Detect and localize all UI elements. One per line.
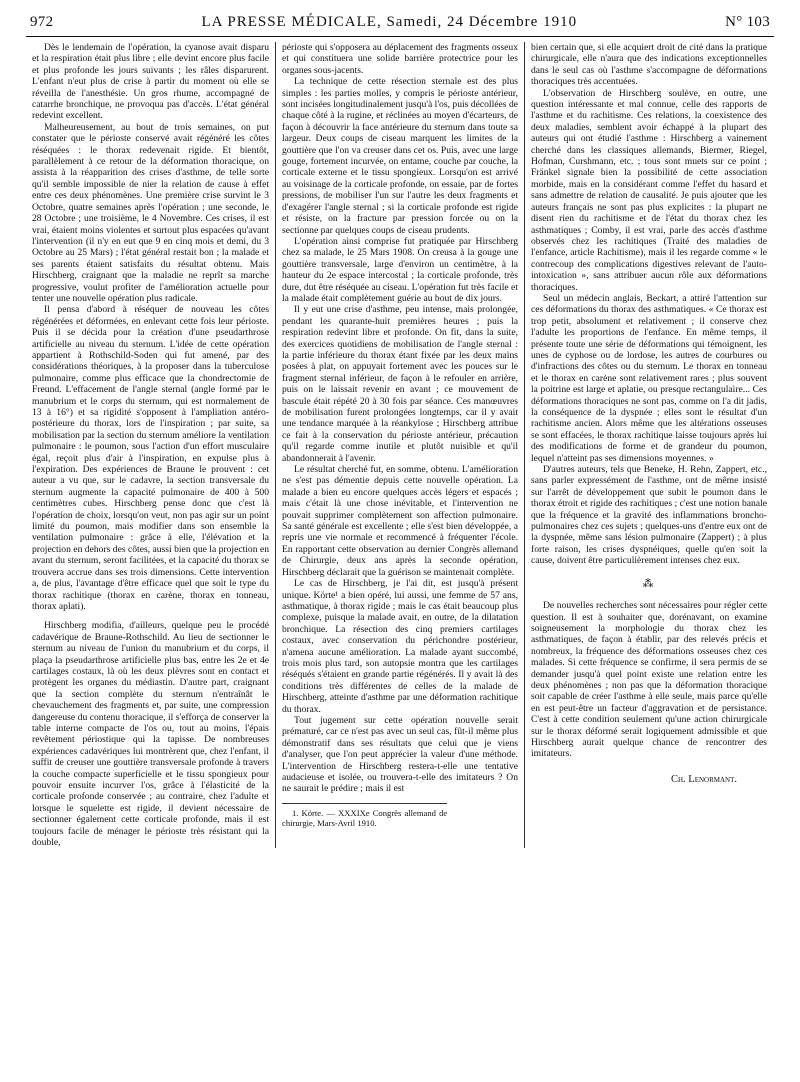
paragraph: De nouvelles recherches sont nécessaires pour régler cette question. Il est à souhaiter que, dorénavant, on examine soigneusement la morphologie du thorax chez les asthmatiques, de façon à établir, par des relevés précis et nombreux, la fréquence des déformations osseuses chez ces malades. Si cette fréquence se confirme, il sera permis de se demander jusqu'à quel point existe une relation entre les deux phénomènes ; non pas que la déformation thoracique soit capable de créer l'asthme à elle seule, mais parce qu'elle en est peut-être un facteur d'aggravation et de persistance. C'est à cette condition seulement qu'une action chirurgicale sur le thorax déformé serait logiquement admissible et que Hirschberg aurait quelque chance de rencontrer des imitateurs. <box>531 600 767 760</box>
footnote: 1. Körte. — XXXIXe Congrès allemand de chirurgie, Mars-Avril 1910. <box>282 803 447 828</box>
article-columns <box>26 42 774 848</box>
paragraph: L'opération ainsi comprise fut pratiquée par Hirschberg chez sa malade, le 25 Mars 1908. On creusa à la gouge une gouttière transversale, large d'environ un centimètre, à la hauteur du 2e espace intercostal ; la corticale profonde, très dure, dut être réséquée au ciseau. L'opération fut très facile et la malade était complètement guérie au bout de dix jours. <box>282 235 518 304</box>
page-header <box>26 14 774 37</box>
paragraph: Dès le lendemain de l'opération, la cyanose avait disparu et la respiration était plus libre ; elle devint encore plus facile et plus profonde les jours suivants ; les râles disparurent. L'enfant n'eut plus de crise à partir du moment où elle se réveilla de l'anesthésie. Un gros rhume, accompagné de catarrhe bronchique, ne provoqua pas d'accès. L'état général redevint excellent. <box>32 42 269 122</box>
column-2 <box>275 42 524 848</box>
author-signature: Ch. Lenormant. <box>670 773 737 785</box>
paragraph: D'autres auteurs, tels que Beneke, H. Rehn, Zappert, etc., sans parler expressément de l'asthme, ont de même insisté sur l'arrêt de développement que subit le poumon dans le thorax étroit et rigide des rachitiques ; c'est une notion banale que la fréquence et la gravité des inflammations broncho-pulmonaires chez ces sujets ; quelques-uns d'entre eux ont de la dyspnée, même sans lésion pulmonaire (Zappert) ; à plus forte raison, les crises dyspnéiques, quelle qu'en soit la cause, doivent être particulièrement intenses chez eux. <box>531 464 767 567</box>
column-1 <box>26 42 275 848</box>
journal-title: LA PRESSE MÉDICALE, Samedi, 24 Décembre 1910 <box>201 14 578 30</box>
paragraph: Malheureusement, au bout de trois semaines, on put constater que le périoste conservé avait régénéré les côtes réséquées : le thorax redevenait rigide. Et bientôt, parallèlement à ce retour de la déformation thoracique, on assista à la réapparition des crises d'asthme, de telle sorte qu'il semble impossible de nier la relation de cause à effet entre ces deux phénomènes. Une première crise survint le 3 Octobre, quatre semaines après l'opération ; une seconde, le 28 Octobre ; une troisième, le 4 Novembre. Ces crises, il est vrai, étaient moins violentes et surtout plus espacées qu'avant l'intervention (il n'y en eut que 9 en cinq mois et demi, du 3 Octobre au 25 Mars) ; l'état général restait bon ; la malade et ses parents étaient satisfaits du résultat obtenu. Mais Hirschberg, craignant que la maladie ne reprît sa marche progressive, voulut profiter de l'amélioration actuelle pour tenter une nouvelle opération plus radicale. <box>32 121 269 304</box>
issue-number: N° 103 <box>725 14 770 30</box>
paragraph: Il y eut une crise d'asthme, peu intense, mais prolongée, pendant les quarante-huit premières heures ; puis la respiration redevint libre et profonde. On fit, dans la suite, des exercices quotidiens de mobilisation de l'angle sternal : la partie inférieure du thorax étant fixée par les deux mains posées à plat, on appuyait fortement avec les pouces sur le fragment sternal inférieur, de façon à le refouler en arrière, puis on le laissait revenir en avant ; ce mouvement de bascule était répété 20 à 30 fois par séance. Ces manœuvres de mobilisation furent prolongées longtemps, car il y avait une tendance marquée à la réankylose ; Hirschberg attribue ce fait à la conservation du périoste antérieur, précaution qu'il regarde comme inutile et plutôt nuisible et qu'il abandonnerait à l'avenir. <box>282 304 518 464</box>
paragraph: Le résultat cherché fut, en somme, obtenu. L'amélioration ne s'est pas démentie depuis cette nouvelle opération. La malade a bien eu encore quelques accès légers et espacés ; mais c'était là une chose inévitable, et l'intervention ne pouvait supprimer complètement son affection pulmonaire. Sa santé générale est excellente ; elle s'est bien développée, a repris une vie normale et recommencé à fréquenter l'école. En rapportant cette observation au dernier Congrès allemand de Chirurgie, deux ans après la seconde opération, Hirschberg déclarait que la guérison se maintenait complète. <box>282 464 518 578</box>
section-separator: ⁂ <box>642 577 656 590</box>
paragraph: périoste qui s'opposera au déplacement des fragments osseux et qui constituera une solide barrière protectrice pour les organes sous-jacents. <box>282 42 518 76</box>
paragraph: bien certain que, si elle acquiert droit de cité dans la pratique chirurgicale, elle n'aura que des indications exceptionnelles dans le seul cas où l'asthme s'accompagne de déformations thoraciques très accentuées. <box>531 42 767 88</box>
paragraph: Hirschberg modifia, d'ailleurs, quelque peu le procédé cadavérique de Braune-Rothschild. Au lieu de sectionner le sternum au niveau de l'union du manubrium et du corps, il plaça la pseudarthrose artificielle plus bas, entre les 2e et 4e cartilages costaux, là où les deux plèvres sont en contact et protègent les organes du médiastin. D'autre part, craignant que la section complète du sternum n'entraînât le chevauchement des fragments et, par suite, une compression dangereuse du contenu thoracique, il s'efforça de conserver la table interne compacte de l'os ou, tout au moins, l'épais revêtement périostique qui la tapisse. De nombreuses expériences cadavériques lui montrèrent que, chez l'enfant, il suffit de creuser une gouttière transversale profonde à travers la couche compacte superficielle et le tissu spongieux pour pouvoir ensuite incurver l'os, grâce à l'élasticité de la corticale profonde conservée ; au contraire, chez l'adulte et lorsque le squelette est rigide, il devient nécessaire de sectionner également cette corticale profonde, mais il est toujours facile de ménager le périoste très résistant qui la double, <box>32 620 269 849</box>
paragraph: Seul un médecin anglais, Beckart, a attiré l'attention sur ces déformations du thorax des asthmatiques. « Ce thorax est trop petit, absolument et relativement ; il conserve chez l'adulte les proportions de l'enfance. En même temps, il présente toute une série de déformations qui témoignent, les unes de cyphose ou de lordose, les autres de courbures ou d'infractions des côtes ou du sternum. Le thorax en tonneau et le thorax en carène sont relativement rares ; plus souvent la poitrine est large et aplatie, ou presque rectangulaire... Ces déformations thoraciques ne sont pas, comme on l'a dit jadis, la conséquence de la dyspnée ; elles sont le résultat d'un rachitisme ancien. Alors même que les altérations osseuses se sont effacées, le thorax rachitique laisse toujours après lui des modifications de forme et de grandeur du poumon, lequel n'atteint pas ses dimensions moyennes. » <box>531 292 767 464</box>
paragraph: Le cas de Hirschberg, je l'ai dit, est jusqu'à présent unique. Körte¹ a bien opéré, lui aussi, une femme de 57 ans, asthmatique, à thorax rigide ; mais le cas était beaucoup plus complexe, puisque la malade avait, en outre, de la dilatation bronchique. La résection des cinq premiers cartilages costaux, avec conservation du périchondre postérieur, n'amena aucune amélioration. La malade ayant succombé, trois mois plus tard, son autopsie montra que les cartilages réséqués s'étaient en grande partie régénérés. Il y avait là des conditions très différentes de celles de la malade de Hirschberg, atteinte d'asthme par une déformation rachitique du thorax. <box>282 578 518 715</box>
column-3 <box>524 42 773 848</box>
paragraph: Il pensa d'abord à réséquer de nouveau les côtes régénérées et déformées, en enlevant cette fois leur périoste. Puis il se décida pour la création d'une pseudarthrose artificielle au niveau du sternum. L'idée de cette opération appartient à Rothschild-Soden qui fut amené, par des considérations théoriques, à la proposer dans la tuberculose pulmonaire, comme plus efficace que la chondrectomie de Freund. L'effacement de l'angle sternal (angle formé par le manubrium et le corps du sternum, qui est normalement de 13 à 16°) et sa rigidité s'opposent à l'ampliation antéro-postérieure du thorax, lors de l'inspiration ; par suite, sa mobilisation par la section du sternum améliore la ventilation pulmonaire : le poumon, sous l'action d'un effort musculaire égal, reçoit plus d'air à l'inspiration, en expulse plus à l'expiration. Des expériences de Braune le prouvent : cet auteur a vu que, sur le cadavre, la section transversale du sternum augmente la capacité pulmonaire de 400 à 500 centimètres cubes. Hirschberg pense donc que c'est là l'opération de choix, lorsqu'on veut, non pas agir sur un point limité du poumon, mais modifier dans son ensemble la ventilation pulmonaire : grâce à elle, l'élévation et la projection en dehors des côtes, aussi bien que la projection en avant du sternum, seront facilitées, et la capacité du thorax se trouvera accrue dans ses trois dimensions. Cette intervention a, de plus, l'avantage d'être efficace quel que soit le type du thorax rachitique (thorax en carène, thorax en tonneau, thorax aplati). <box>32 304 269 612</box>
page-number: 972 <box>30 14 54 30</box>
paragraph: Tout jugement sur cette opération nouvelle serait prématuré, car ce n'est pas avec un seul cas, fût-il même plus démonstratif dans ses résultats que celui que je viens d'analyser, que l'on peut apprécier la valeur d'une méthode. L'intervention de Hirschberg restera-t-elle une tentative audacieuse et isolée, ou trouvera-t-elle des imitateurs ? On ne saurait le prédire ; mais il est <box>282 714 518 795</box>
paragraph: La technique de cette résection sternale est des plus simples : les parties molles, y compris le périoste antérieur, sont incisées longitudinalement jusqu'à l'os, puis décollées de chaque côté à la rugine, et réclinées au moyen d'écarteurs, de façon à découvrir la face antérieure du sternum dans toute sa largeur. Deux coups de ciseau marquent les limites de la gouttière que l'on va creuser dans cet os. Puis, avec une large gouge, fortement incurvée, on entame, couche par couche, la corticale externe et le tissu spongieux. Lorsqu'on est arrivé au voisinage de la corticale profonde, on essaie, par de fortes pressions, de mobiliser l'un sur l'autre les deux fragments et d'exagérer l'angle sternal ; si la corticale profonde est rigide et résiste, on la fracture par pression forcée ou on la sectionne par quelques coups de ciseau prudents. <box>282 76 518 236</box>
paragraph: L'observation de Hirschberg soulève, en outre, une question intéressante et mal connue, celle des rapports de l'asthme et du rachitisme. Ces relations, la coexistence des deux maladies, semblent avoir échappé à la plupart des auteurs qui ont étudié l'asthme : Hirschberg a vainement cherché dans les classiques allemands, Biermer, Riegel, Hofman, Curshmann, etc. ; tous sont muets sur ce point ; Fränkel signale bien la possibilité de cette association morbide, mais en la considérant comme l'effet du hasard et sans admettre de relation de causalité. Je puis ajouter que les auteurs français ne sont pas plus explicites : la plupart ne disent rien du rachitisme et de l'état du thorax chez les asthmatiques ; Comby, il est vrai, parle des accès d'asthme observés chez les rachitiques (Traité des maladies de l'enfance, article Rachitisme), mais il les regarde comme « le contrecoup des complications digestives relevant de l'auto-intoxication », sans attribuer aucun rôle aux déformations thoraciques. <box>531 87 767 293</box>
